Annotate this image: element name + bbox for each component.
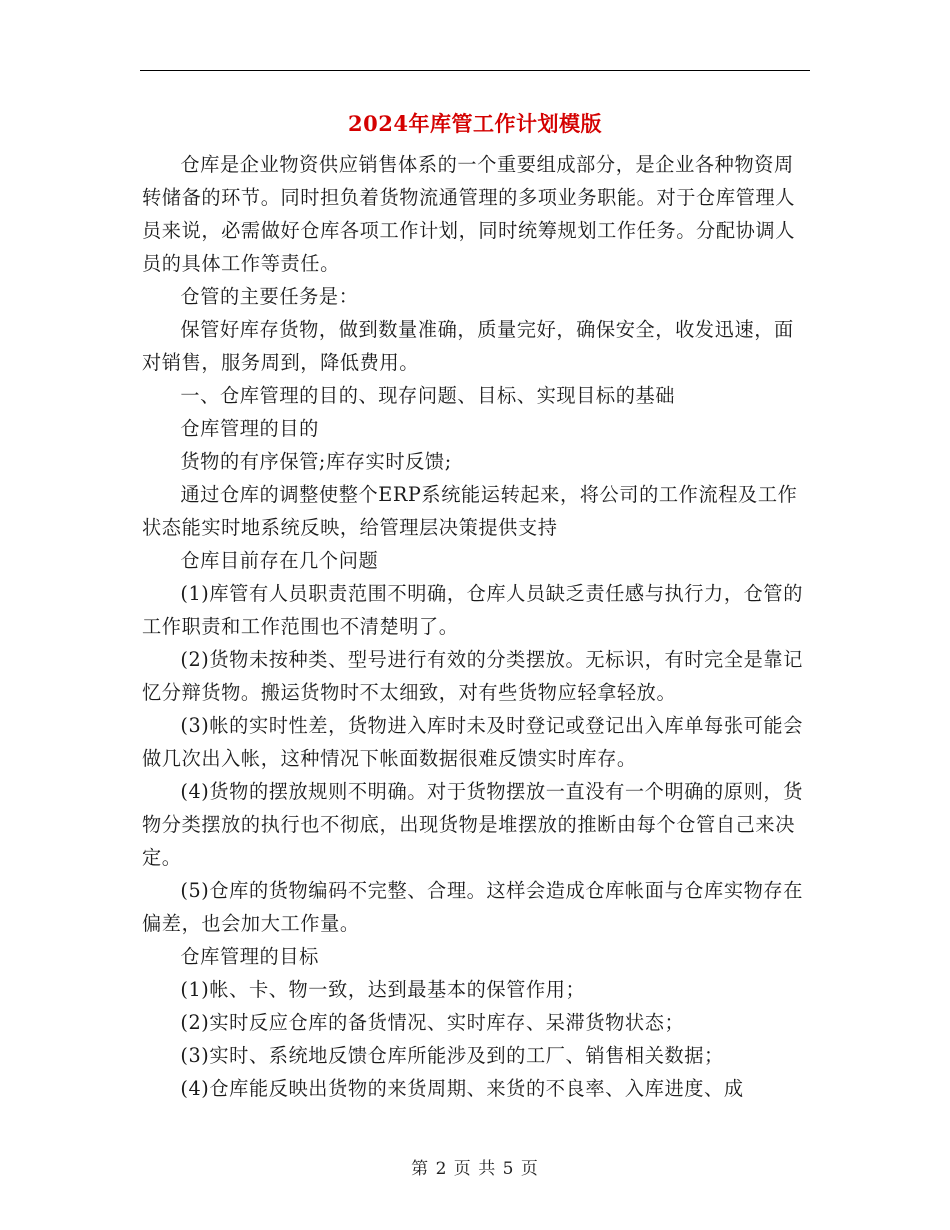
subheading: 仓库管理的目的 bbox=[180, 417, 319, 440]
paragraph: 仓管的主要任务是： bbox=[180, 285, 359, 308]
page-footer: 第 2 页 共 5 页 bbox=[411, 1159, 539, 1179]
list-item: (5)仓库的货物编码不完整、合理。这样会造成仓库帐面与仓库实物存在偏差，也会加大工作量。 bbox=[142, 879, 803, 935]
list-item: (2)实时反应仓库的备货情况、实时库存、呆滞货物状态； bbox=[180, 1011, 685, 1034]
list-item: (4)货物的摆放规则不明确。对于货物摆放一直没有一个明确的原则，货物分类摆放的执行也不彻底，出现货物是堆摆放的推断由每个仓管自己来决定。 bbox=[142, 780, 803, 869]
document-body bbox=[142, 148, 808, 1105]
subheading: 仓库管理的目标 bbox=[180, 945, 319, 968]
header-rule bbox=[140, 70, 810, 71]
list-item: (3)帐的实时性差，货物进入库时未及时登记或登记出入库单每张可能会做几次出入帐，这种情况下帐面数据很难反馈实时库存。 bbox=[142, 714, 803, 770]
document-title: 2024年库管工作计划模版 bbox=[348, 111, 602, 136]
paragraph: 货物的有序保管;库存实时反馈; bbox=[180, 450, 452, 473]
list-item: (1)帐、卡、物一致，达到最基本的保管作用； bbox=[180, 978, 586, 1001]
list-item: (1)库管有人员职责范围不明确，仓库人员缺乏责任感与执行力，仓管的工作职责和工作范围也不清楚明了。 bbox=[142, 582, 803, 638]
list-item: (3)实时、系统地反馈仓库所能涉及到的工厂、销售相关数据； bbox=[180, 1044, 724, 1067]
paragraph: 通过仓库的调整使整个ERP系统能运转起来，将公司的工作流程及工作状态能实时地系统反映，给管理层决策提供支持 bbox=[142, 483, 798, 539]
paragraph: 保管好库存货物，做到数量准确，质量完好，确保安全，收发迅速，面对销售，服务周到，降低费用。 bbox=[142, 318, 794, 374]
list-item: (2)货物未按种类、型号进行有效的分类摆放。无标识，有时完全是靠记忆分辩货物。搬运货物时不太细致，对有些货物应轻拿轻放。 bbox=[142, 648, 803, 704]
list-item: (4)仓库能反映出货物的来货周期、来货的不良率、入库进度、成 bbox=[180, 1077, 744, 1100]
section-heading: 一、仓库管理的目的、现存问题、目标、实现目标的基础 bbox=[180, 384, 676, 407]
paragraph: 仓库是企业物资供应销售体系的一个重要组成部分，是企业各种物资周转储备的环节。同时担负着货物流通管理的多项业务职能。对于仓库管理人员来说，必需做好仓库各项工作计划，同时统筹规划工作任务。分配协调人员的具体工作等责任。 bbox=[142, 153, 795, 275]
subheading: 仓库目前存在几个问题 bbox=[180, 549, 379, 572]
